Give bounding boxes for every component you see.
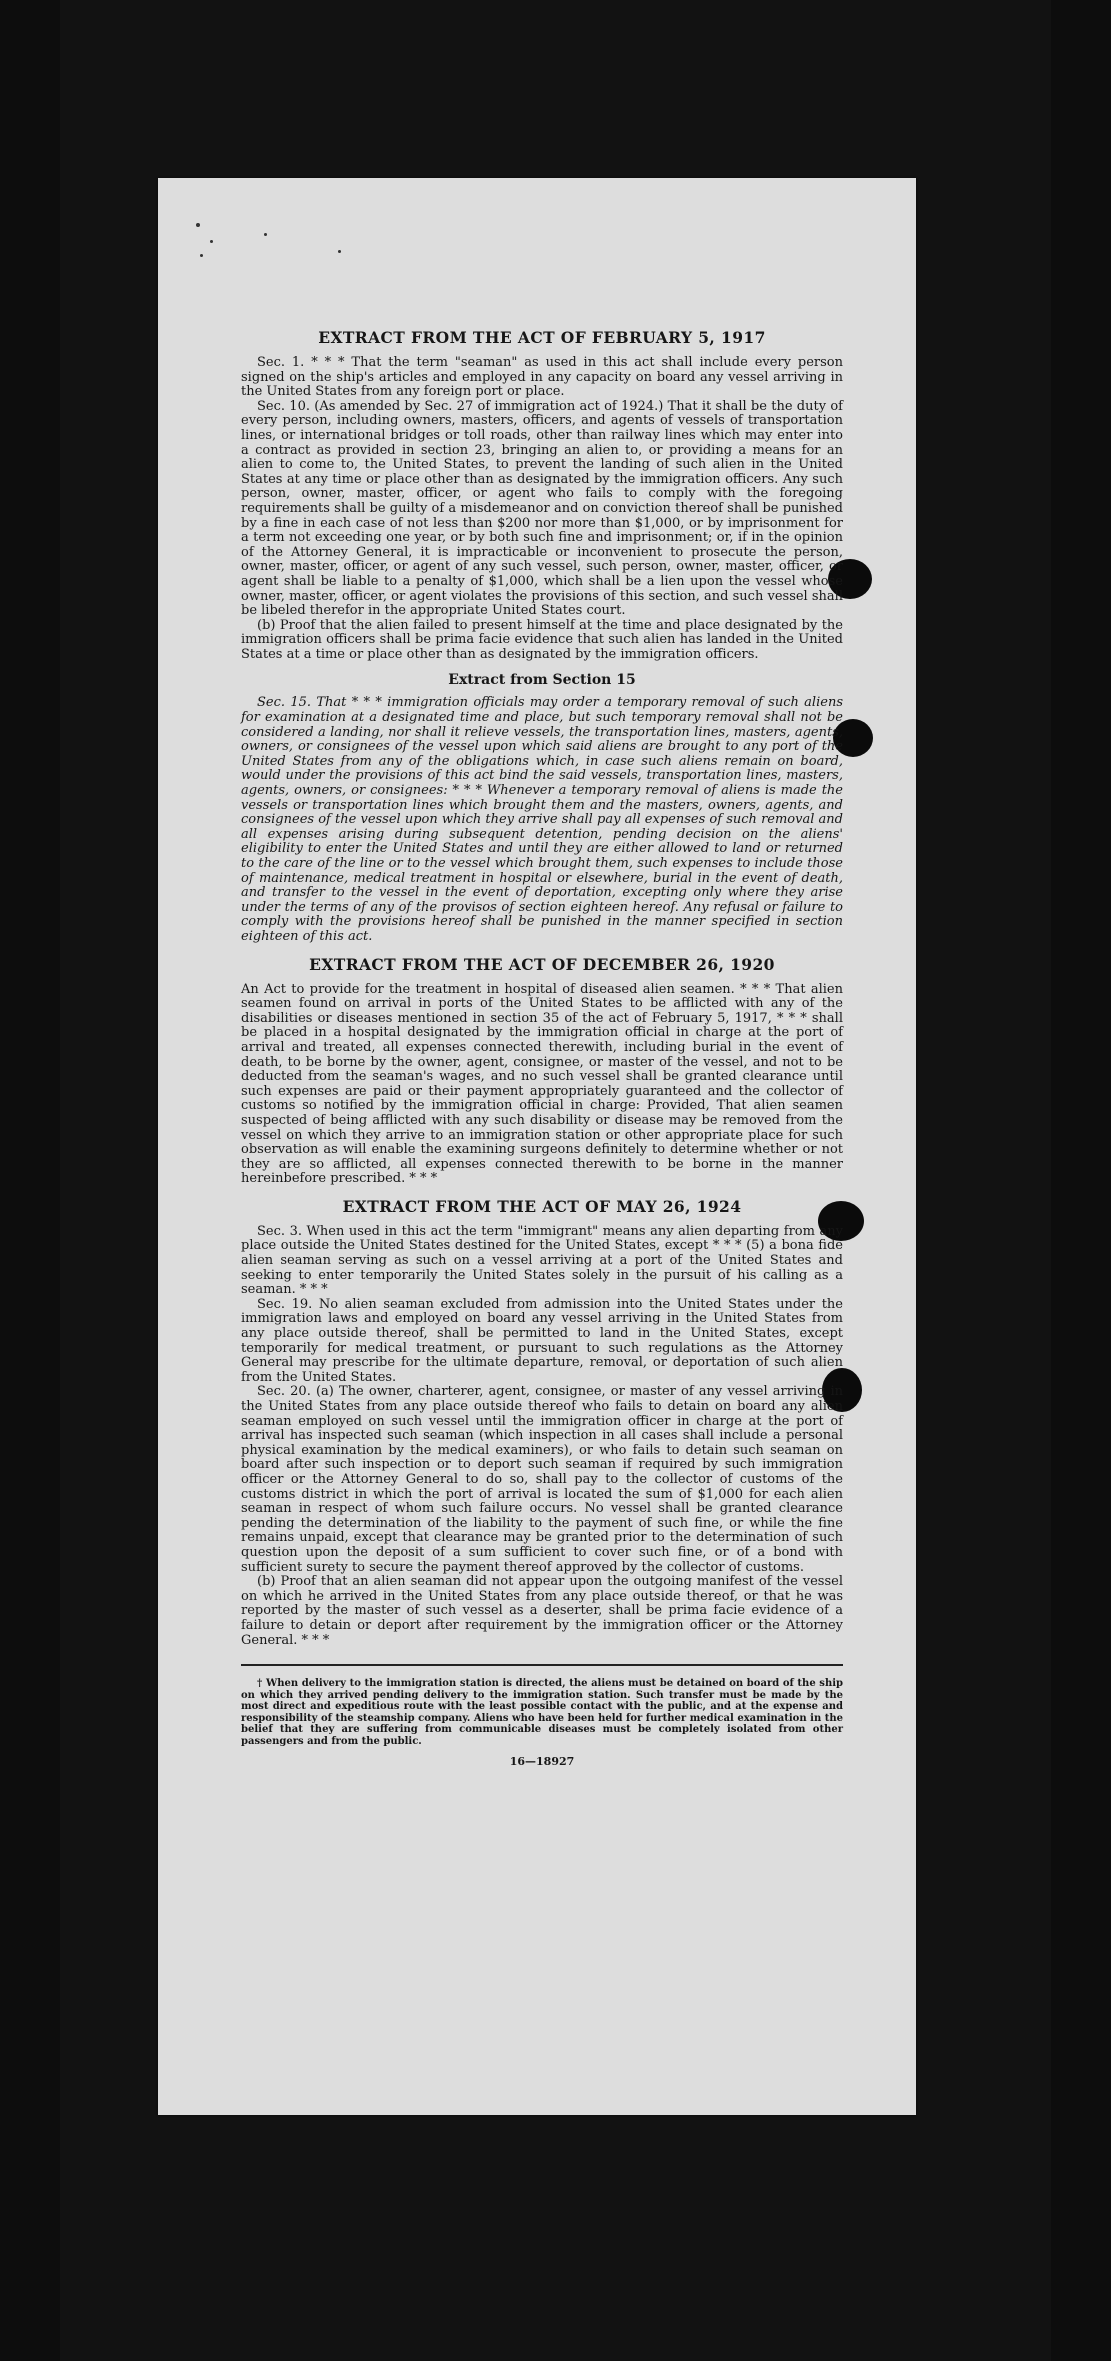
- footnote-divider: [241, 1664, 843, 1666]
- footnote: † When delivery to the immigration station is directed, the aliens must be detained on board of the ship on which they arrived pending delivery to the immigration station. Such transfer must be made by the most direct and expeditious route with the least possible contact with the public, and at the expense and responsibility of the steamship company. Aliens who have been held for further medical examination in the belief that they are suffering from communicable diseases must be completely isolated from other passengers and from the public.: [241, 1678, 843, 1747]
- section-10-paragraph: Sec. 10. (As amended by Sec. 27 of immigration act of 1924.) That it shall be the duty of every person, including owners, masters, officers, and agents of vessels of transportation lines, or international bridges or toll roads, other than railway lines which may enter into a contract as provided in section 23, bringing an alien to, or providing a means for an alien to come to, the United States, to prevent the landing of such alien in the United States at any time or place other than as designated by the immigration officers. Any such person, owner, master, officer, or agent who fails to comply with the foregoing requirements shall be guilty of a misdemeanor and on conviction thereof shall be punished by a fine in each case of not less than $200 nor more than $1,000, or by imprisonment for a term not exceeding one year, or by both such fine and imprisonment; or, if in the opinion of the Attorney General, it is impracticable or inconvenient to prosecute the person, owner, master, officer, or agent of any such vessel, such person, owner, master, officer, or agent shall be liable to a penalty of $1,000, which shall be a lien upon the vessel whose owner, master, officer, or agent violates the provisions of this section, and such vessel shall be libeled therefor in the appropriate United States court.: [241, 398, 843, 619]
- section-19-paragraph: Sec. 19. No alien seaman excluded from admission into the United States under the immigration laws and employed on board any vessel arriving in the United States from any place outside thereof, shall be permitted to land in the United States, except temporarily for medical treatment, or pursuant to such regulations as the Attorney General may prescribe for the ultimate departure, removal, or deportation of such alien from the United States.: [241, 1296, 843, 1385]
- section-15-paragraph: Sec. 15. That * * * immigration officials may order a temporary removal of such aliens for examination at a designated time and place, but such temporary removal shall not be considered a landing, nor shall it relieve vessels, the transportation lines, masters, agents, owners, or consignees of the vessel upon which said aliens are brought to any port of the United States from any of the obligations which, in case such aliens remain on board, would under the provisions of this act bind the said vessels, transportation lines, masters, agents, owners, or consignees: * * * Whenever a temporary removal of aliens is made the vessels or transportation lines which brought them and the masters, owners, agents, and consignees of the vessel upon which they arrive shall pay all expenses of such removal and all expenses arising during subsequent detention, pending decision on the aliens' eligibility to enter the United States and until they are either allowed to land or returned to the care of the line or to the vessel which brought them, such expenses to include those of maintenance, medical treatment in hospital or elsewhere, burial in the event of death, and transfer to the vessel in the event of deportation, excepting only where they arise under the terms of any of the provisos of section eighteen hereof. Any refusal or failure to comply with the provisions hereof shall be punished in the manner specified in section eighteen of this act.: [241, 695, 843, 944]
- speck-mark: [200, 254, 203, 257]
- subheading-section-15: Extract from Section 15: [448, 672, 636, 689]
- speck-mark: [196, 223, 200, 227]
- film-edge-left: [0, 0, 60, 2361]
- heading-act-1924: EXTRACT FROM THE ACT OF MAY 26, 1924: [342, 1196, 742, 1216]
- section-20a-paragraph: Sec. 20. (a) The owner, charterer, agent, consignee, or master of any vessel arriving in the United States from any place outside thereof who fails to detain on board any alien seaman employed on such vessel until the immigration officer in charge at the port of arrival has inspected such seaman (which inspection in all cases shall include a personal physical examination by the medical examiners), or who fails to detain such seaman on board after such inspection or to deport such seaman if required by such immigration officer or the Attorney General to do so, shall pay to the collector of customs of the customs district in which the port of arrival is located the sum of $1,000 for each alien seaman in respect of whom such failure occurs. No vessel shall be granted clearance pending the determination of the liability to the payment of such fine, or while the fine remains unpaid, except that clearance may be granted prior to the determination of such question upon the deposit of a sum sufficient to cover such fine, or of a bond with sufficient surety to secure the payment thereof approved by the collector of customs.: [241, 1384, 843, 1575]
- heading-act-1917: EXTRACT FROM THE ACT OF FEBRUARY 5, 1917: [318, 328, 766, 347]
- speck-mark: [264, 233, 267, 236]
- speck-mark: [338, 250, 341, 253]
- speck-mark: [210, 240, 213, 243]
- film-edge-right: [1051, 0, 1111, 2361]
- document-body: [241, 328, 843, 1768]
- heading-act-1920: EXTRACT FROM THE ACT OF DECEMBER 26, 1920: [309, 954, 775, 974]
- section-1-paragraph: Sec. 1. * * * That the term "seaman" as used in this act shall include every person signed on the ship's articles and employed in any capacity on board any vessel arriving in the United States from any foreign port or place.: [241, 355, 843, 400]
- page-number: 16—18927: [509, 1755, 575, 1769]
- section-3-paragraph: Sec. 3. When used in this act the term "immigrant" means any alien departing from any place outside the United States destined for the United States, except * * * (5) a bona fide alien seaman serving as such on a vessel arriving at a port of the United States and seeking to enter temporarily the United States solely in the pursuit of his calling as a seaman. * * *: [241, 1223, 843, 1298]
- section-10b-paragraph: (b) Proof that the alien failed to present himself at the time and place designated by the immigration officers shall be prima facie evidence that such alien has landed in the United States at a time or place other than as designated by the immigration officers.: [241, 617, 843, 662]
- act-1920-paragraph: An Act to provide for the treatment in hospital of diseased alien seamen. * * * That alien seamen found on arrival in ports of the United States to be afflicted with any of the disabilities or diseases mentioned in section 35 of the act of February 5, 1917, * * * shall be placed in a hospital designated by the immigration official in charge at the port of arrival and treated, all expenses connected therewith, including burial in the event of death, to be borne by the owner, agent, consignee, or master of the vessel, and not to be deducted from the seaman's wages, and no such vessel shall be granted clearance until such expenses are paid or their payment appropriately guaranteed and the collector of customs so notified by the immigration official in charge: Provided, That alien seamen suspected of being afflicted with any such disability or disease may be removed from the vessel on which they arrive to an immigration station or other appropriate place for such observation as will enable the examining surgeons definitely to determine whether or not they are so afflicted, all expenses connected therewith to be borne in the manner hereinbefore prescribed. * * *: [241, 981, 843, 1187]
- document-page: [158, 178, 916, 2115]
- section-20b-paragraph: (b) Proof that an alien seaman did not appear upon the outgoing manifest of the vessel on which he arrived in the United States from any place outside thereof, or that he was reported by the master of such vessel as a deserter, shall be prima facie evidence of a failure to detain or deport after requirement by the immigration officer or the Attorney General. * * *: [241, 1574, 843, 1648]
